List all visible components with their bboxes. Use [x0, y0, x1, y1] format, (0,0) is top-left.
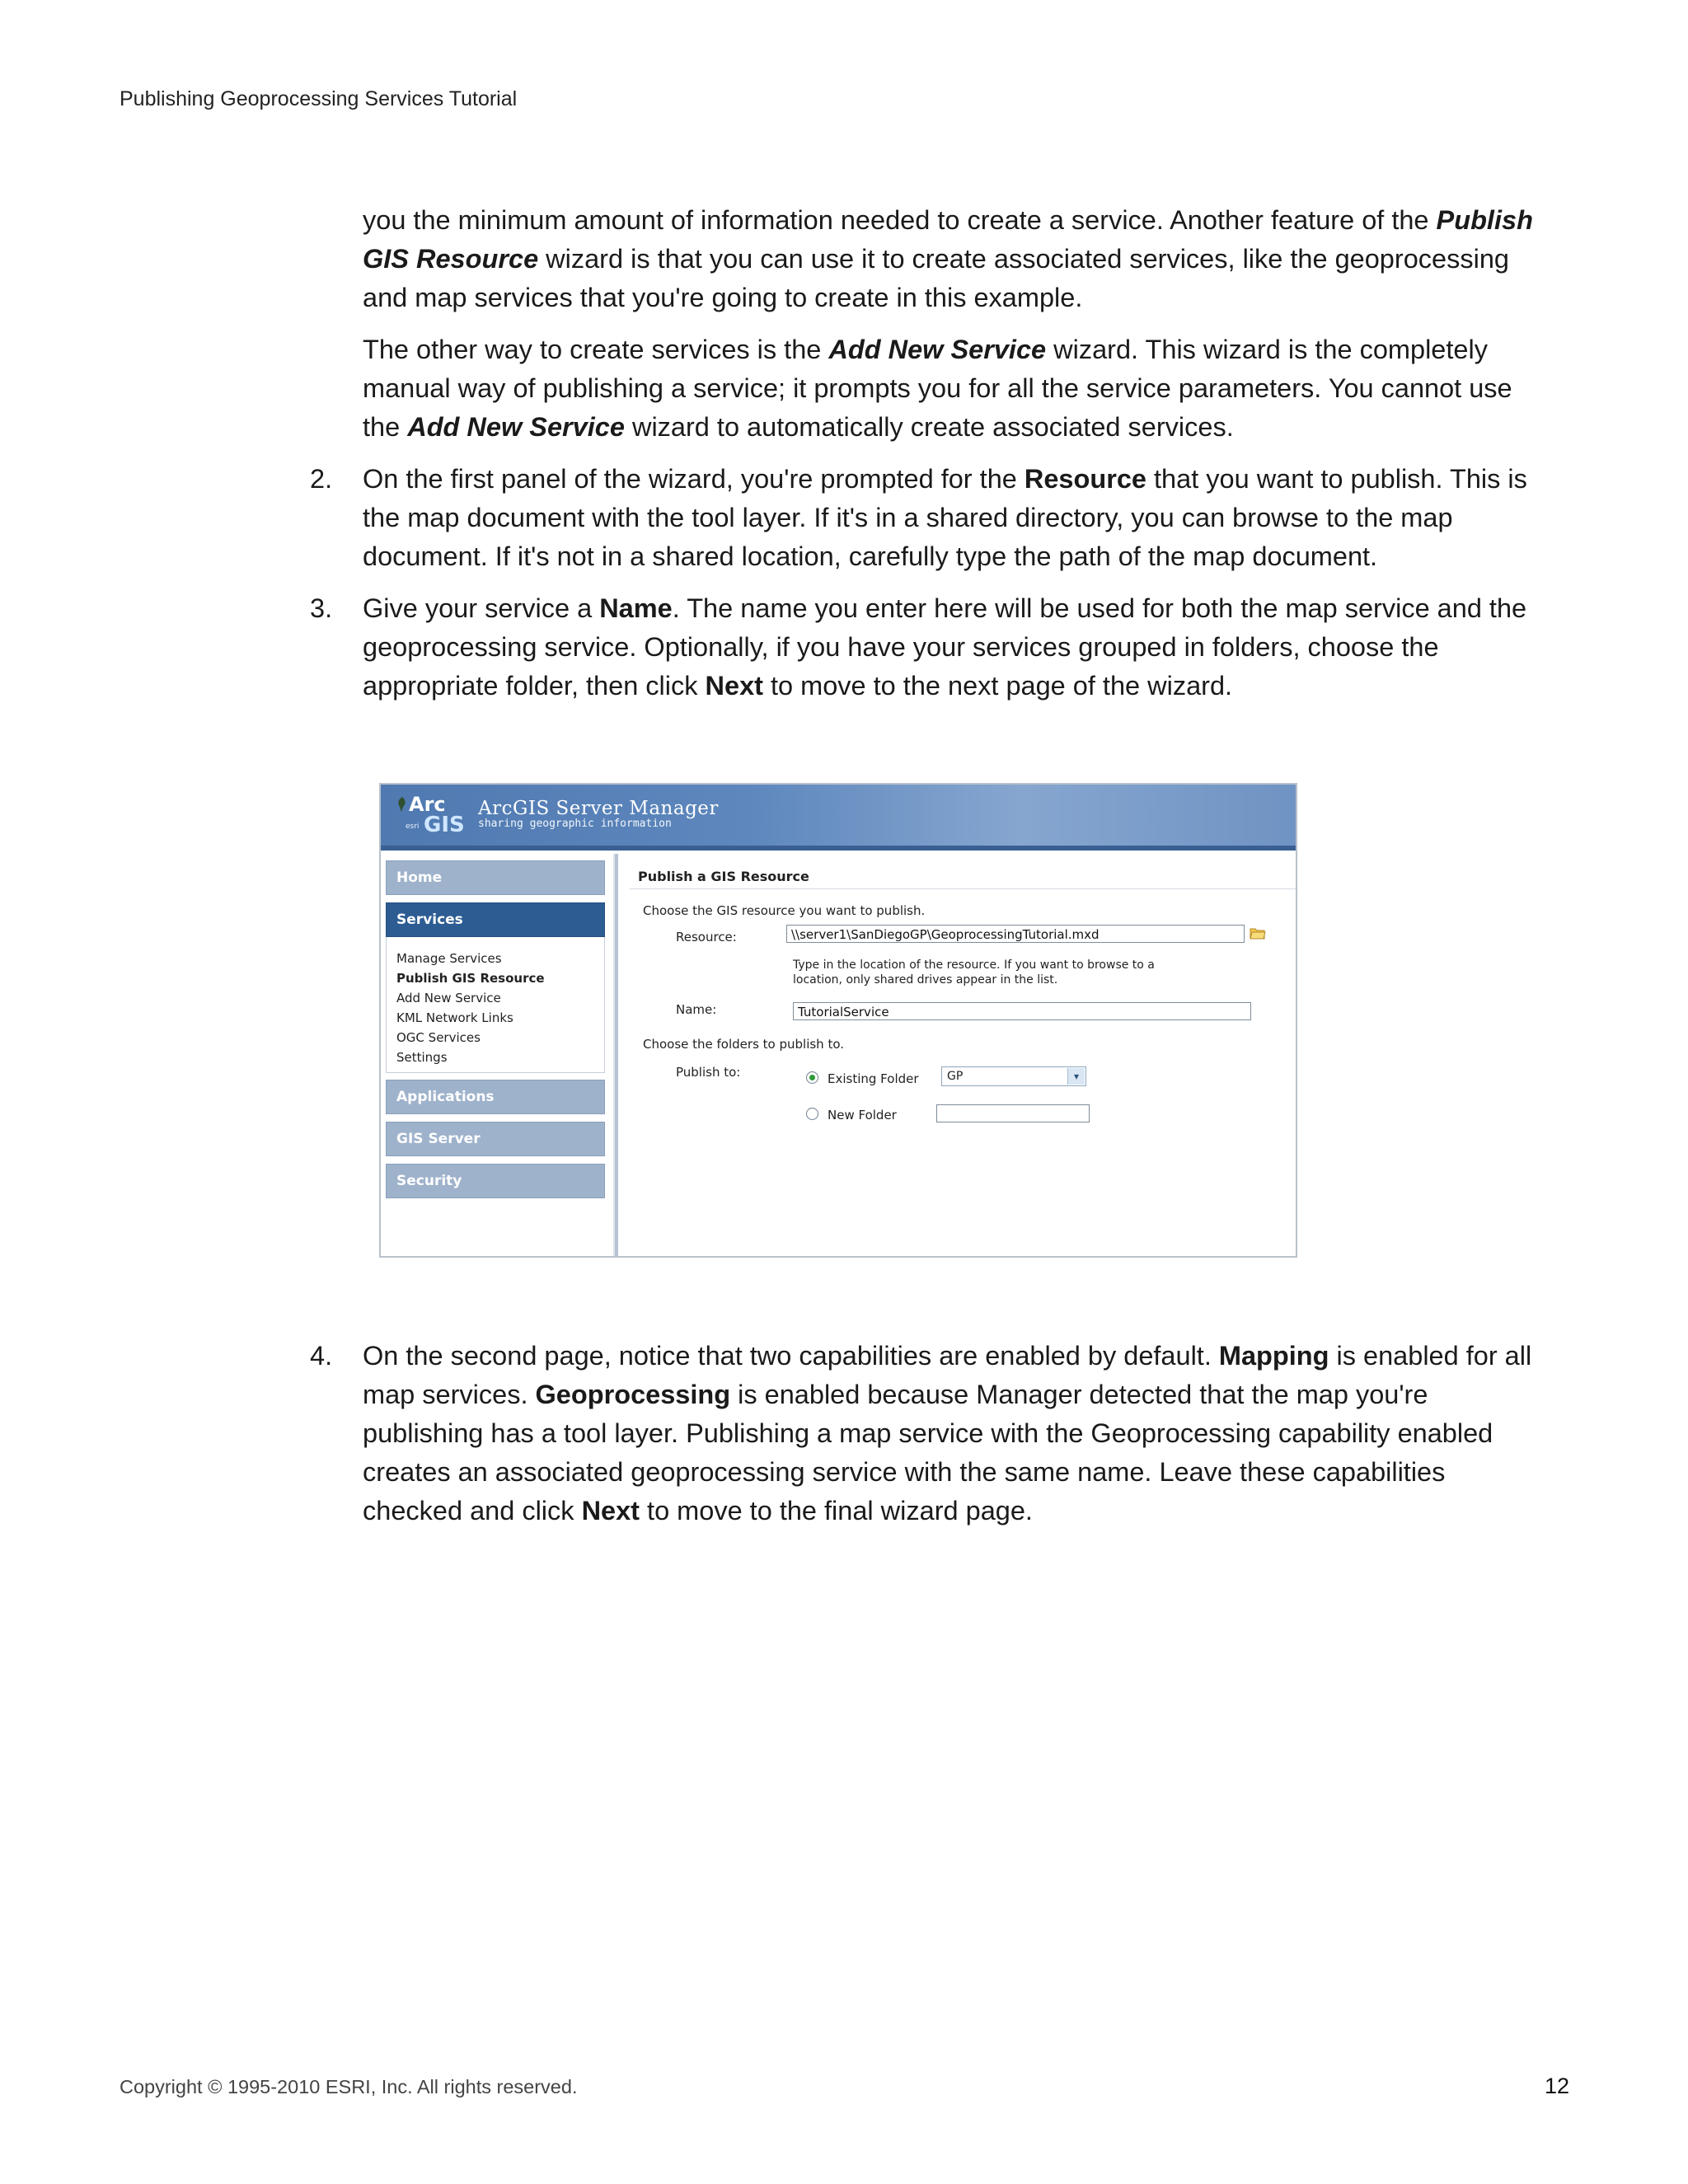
nav-home[interactable]: Home	[386, 860, 605, 895]
page-number: 12	[1544, 2074, 1569, 2098]
emphasis-name: Name	[599, 593, 673, 623]
nav-services[interactable]: Services	[386, 902, 605, 937]
nav-applications[interactable]: Applications	[386, 1080, 605, 1114]
nav-add-new-service[interactable]: Add New Service	[396, 991, 501, 1005]
browse-folder-icon[interactable]	[1250, 926, 1266, 940]
publish-form	[621, 854, 1296, 1256]
step-number: 3.	[310, 593, 333, 623]
sidebar-nav	[386, 860, 605, 1206]
resource-input[interactable]: \\server1\SanDiegoGP\GeoprocessingTutorial.mxd	[786, 925, 1245, 943]
emphasis-next: Next	[581, 1496, 640, 1526]
resource-label: Resource:	[676, 930, 737, 944]
existing-folder-label: Existing Folder	[828, 1071, 919, 1086]
nav-manage-services[interactable]: Manage Services	[396, 951, 502, 966]
nav-kml-network-links[interactable]: KML Network Links	[396, 1010, 513, 1025]
emphasis-geoprocessing: Geoprocessing	[535, 1380, 731, 1409]
new-folder-label: New Folder	[828, 1108, 897, 1122]
chevron-down-icon[interactable]: ▾	[1067, 1068, 1085, 1085]
page-header-title: Publishing Geoprocessing Services Tutorial	[120, 87, 518, 110]
nav-settings[interactable]: Settings	[396, 1050, 448, 1065]
banner-title: ArcGIS Server Manager	[478, 798, 719, 819]
new-folder-radio[interactable]	[806, 1108, 818, 1120]
emphasis-publish-gis-resource: Publish GIS Resource	[363, 205, 1533, 274]
emphasis-add-new-service: Add New Service	[407, 412, 625, 442]
nav-publish-gis-resource[interactable]: Publish GIS Resource	[396, 971, 545, 986]
emphasis-add-new-service: Add New Service	[828, 335, 1047, 364]
pane-divider[interactable]	[613, 854, 618, 1256]
new-folder-input[interactable]	[936, 1104, 1090, 1122]
nav-gis-server[interactable]: GIS Server	[386, 1122, 605, 1156]
publish-to-label: Publish to:	[676, 1065, 741, 1080]
existing-folder-radio[interactable]	[806, 1071, 818, 1084]
form-title: Publish a GIS Resource	[638, 869, 809, 884]
step-number: 2.	[310, 464, 333, 494]
existing-folder-select[interactable]: GP ▾	[941, 1066, 1086, 1086]
title-divider	[630, 888, 1296, 889]
app-banner	[381, 785, 1296, 851]
globe-icon	[396, 796, 409, 813]
services-submenu	[386, 937, 605, 1073]
emphasis-resource: Resource	[1024, 464, 1146, 494]
nav-security[interactable]: Security	[386, 1164, 605, 1198]
step-3: 3. Give your service a Name. The name you enter here will be used for both the map service and the geoprocessing service. Optionally, if you have your services grouped in folders, choose the appropriate folder, then click Next to move to the next page of the wizard.	[363, 589, 1541, 705]
footer-copyright: Copyright © 1995-2010 ESRI, Inc. All rights reserved.	[120, 2076, 578, 2097]
name-label: Name:	[676, 1002, 717, 1017]
banner-subtitle: sharing geographic information	[478, 818, 672, 830]
name-input[interactable]: TutorialService	[793, 1002, 1251, 1020]
arcgis-logo: Arc esri GIS	[396, 793, 471, 839]
choose-resource-instruction: Choose the GIS resource you want to publish.	[643, 903, 926, 918]
choose-folders-instruction: Choose the folders to publish to.	[643, 1037, 845, 1052]
emphasis-mapping: Mapping	[1218, 1341, 1329, 1371]
step-2: 2. On the first panel of the wizard, you're prompted for the Resource that you want to publish. This is the map document with the tool layer. If it's in a shared directory, you can browse to the map document. If it's not in a shared location, carefully type the path of the map document.	[363, 460, 1541, 576]
arcgis-manager-screenshot	[379, 783, 1297, 1258]
nav-ogc-services[interactable]: OGC Services	[396, 1030, 481, 1045]
paragraph-publish-wizard: you the minimum amount of information needed to create a service. Another feature of the Publish GIS Resource wizard is that you can use it to create associated services, like the geoprocessing and map services that you're going to create in this example.	[363, 205, 1533, 312]
paragraph-add-new-service: The other way to create services is the Add New Service wizard. This wizard is the completely manual way of publishing a service; it prompts you for all the service parameters. You cannot use the Add New Service wizard to automatically create associated services.	[363, 335, 1512, 442]
resource-hint: Type in the location of the resource. If you want to browse to a location, only shared drives appear in the list.	[793, 958, 1155, 987]
emphasis-next: Next	[705, 671, 763, 701]
step-number: 4.	[310, 1341, 333, 1371]
step-4: 4. On the second page, notice that two capabilities are enabled by default. Mapping is enabled for all map services. Geoprocessing is enabled because Manager detected that the map you're publishing has a tool layer. Publishing a map service with the Geoprocessing capability enabled creates an associated geoprocessing service with the same name. Leave these capabilities checked and click Next to move to the final wizard page.	[363, 1337, 1541, 1530]
